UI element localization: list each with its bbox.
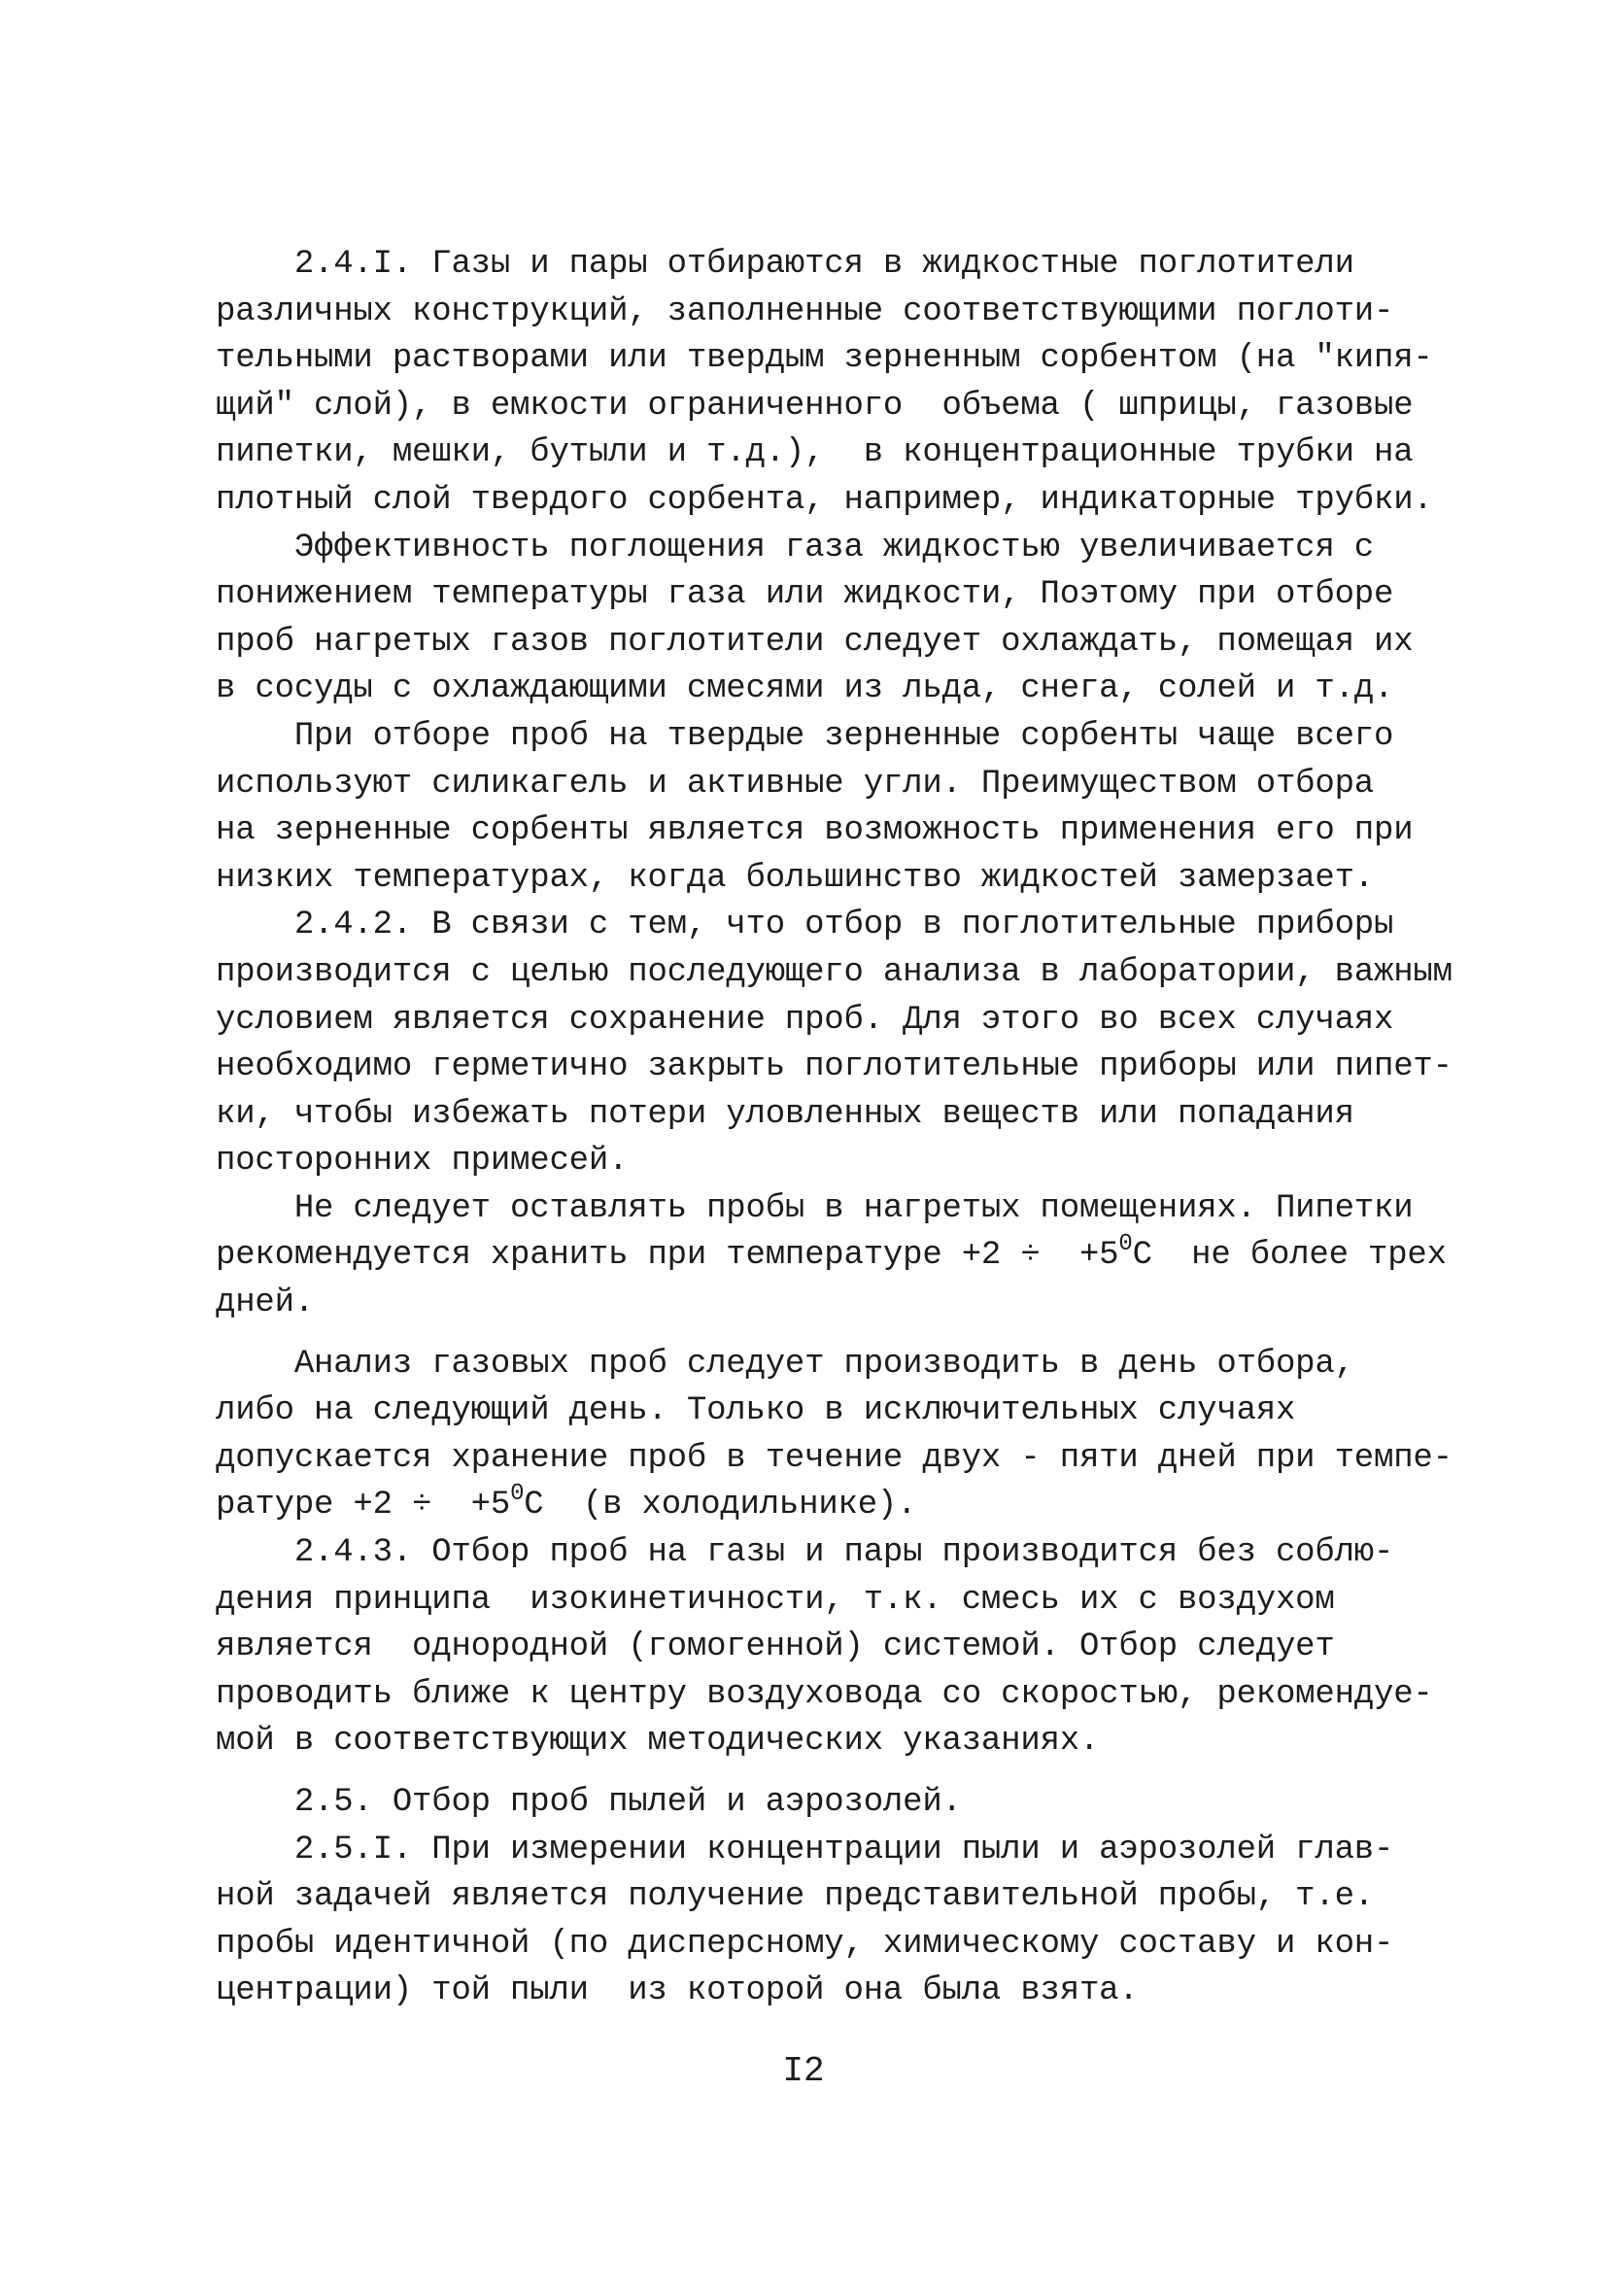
paragraph-solid-sorbents [216, 713, 1414, 902]
text-line: либо на следующий день. Только в исключительных случаях [216, 1392, 1296, 1430]
text-line: в сосуды с охлаждающими смесями из льда, снега, солей и т.д. [216, 670, 1394, 708]
text-line: дения принципа изокинетичности, т.к. смесь их с воздухом [216, 1581, 1335, 1619]
text-line: 2.5.I. При измерении концентрации пыли и аэрозолей глав- [216, 1831, 1394, 1868]
text-line: используют силикагель и активные угли. Преимуществом отбора [216, 765, 1374, 803]
text-line: понижением температуры газа или жидкости, Поэтому при отборе [216, 576, 1394, 614]
text-line: тельными растворами или твердым зерненным сорбентом (на "кипя- [216, 340, 1433, 378]
text-line: центрации) той пыли из которой она была взята. [216, 1972, 1139, 2010]
page-number: I2 [782, 2051, 825, 2091]
text-line: пипетки, мешки, бутыли и т.д.), в концентрационные трубки на [216, 434, 1414, 472]
text-line: условием является сохранение проб. Для этого во всех случаях [216, 1001, 1394, 1039]
paragraph-analysis [216, 1341, 1453, 1529]
text-line: При отборе проб на твердые зерненные сорбенты чаще всего [216, 717, 1394, 755]
paragraph-storage [216, 1185, 1447, 1327]
text-line: ки, чтобы избежать потери уловленных веществ или попадания [216, 1095, 1354, 1133]
text-segment: ратуре +2 ÷ +5 [216, 1487, 511, 1525]
text-line-temperature [216, 1482, 1411, 1529]
text-line: 2.4.2. В связи с тем, что отбор в поглотительные приборы [216, 907, 1394, 944]
text-line: допускается хранение проб в течение двух - пяти дней при темпе- [216, 1439, 1453, 1477]
text-line: проводить ближе к центру воздуховода со скоростью, рекомендуе- [216, 1675, 1433, 1713]
text-line: дней. [216, 1285, 315, 1322]
text-line: различных конструкций, заполненные соответствующими поглоти- [216, 292, 1394, 330]
text-line: является однородной (гомогенной) системой. Отбор следует [216, 1628, 1335, 1666]
section-title: 2.5. Отбор проб пылей и аэрозолей. [216, 1784, 962, 1821]
text-line: проб нагретых газов поглотители следует охлаждать, помещая их [216, 623, 1414, 661]
section-heading-2-5 [216, 1779, 1411, 1827]
text-line: ной задачей является получение представительной пробы, т.е. [216, 1878, 1374, 1916]
text-line: мой в соответствующих методических указаниях. [216, 1723, 1100, 1761]
text-line: посторонних примесей. [216, 1143, 629, 1181]
text-line: необходимо герметично закрыть поглотительные приборы или пипет- [216, 1048, 1453, 1086]
text-line: Анализ газовых проб следует производить в день отбора, [216, 1345, 1354, 1383]
text-line: 2.4.I. Газы и пары отбираются в жидкостные поглотители [216, 246, 1354, 283]
paragraph-2-5-1 [216, 1827, 1411, 2015]
text-segment: рекомендуется хранить при температуре +2 ÷ +5 [216, 1237, 1119, 1275]
body-text [216, 241, 1453, 2015]
paragraph-2-4-1 [216, 241, 1433, 525]
text-line: пробы идентичной (по дисперсному, химическому составу и кон- [216, 1925, 1394, 1963]
paragraph-spacer [216, 1765, 1411, 1779]
text-segment: С не более трех [1132, 1237, 1447, 1275]
text-line: 2.4.3. Отбор проб на газы и пары производится без соблю- [216, 1534, 1394, 1572]
paragraph-spacer [216, 1327, 1411, 1341]
text-line: Эффективность поглощения газа жидкостью увеличивается с [216, 529, 1374, 566]
paragraph-2-4-3 [216, 1529, 1433, 1765]
text-line: на зерненные сорбенты является возможность применения его при [216, 812, 1414, 850]
degree-superscript: 0 [510, 1481, 525, 1508]
text-line: плотный слой твердого сорбента, например, индикаторные трубки. [216, 481, 1433, 519]
text-line: щий" слой), в емкости ограниченного объема ( шприцы, газовые [216, 387, 1414, 425]
paragraph-2-4-2 [216, 902, 1453, 1185]
text-line: Не следует оставлять пробы в нагретых помещениях. Пипетки [216, 1189, 1414, 1227]
text-line: производится с целью последующего анализа в лаборатории, важным [216, 953, 1453, 991]
text-line: низких температурах, когда большинство жидкостей замерзает. [216, 859, 1374, 897]
text-segment: С (в холодильнике). [524, 1487, 917, 1525]
degree-superscript: 0 [1118, 1231, 1133, 1258]
paragraph-absorption-efficiency [216, 525, 1414, 713]
text-line-temperature [216, 1231, 1447, 1280]
